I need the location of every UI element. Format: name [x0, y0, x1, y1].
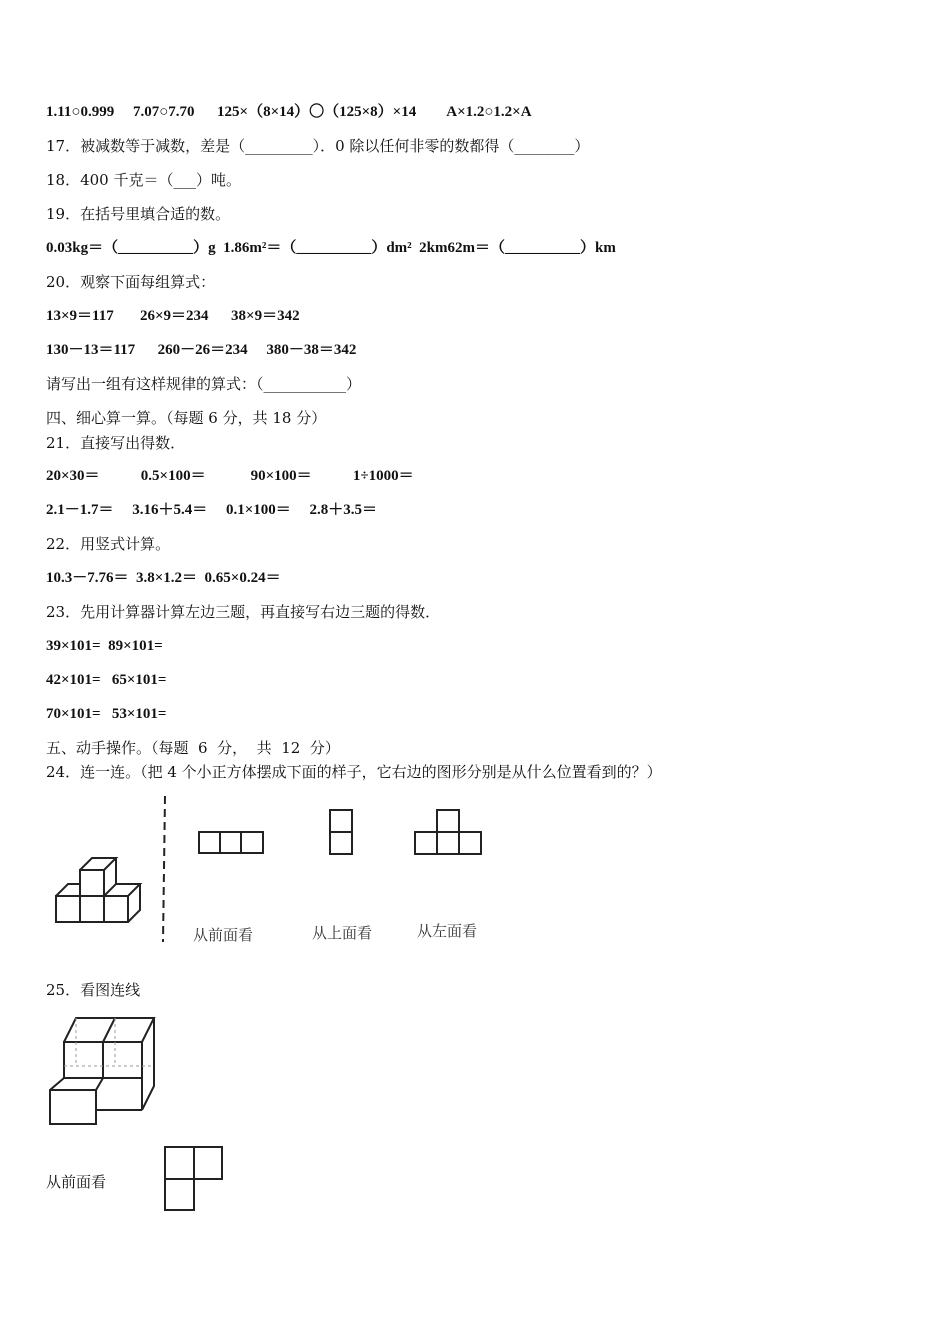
- section-4-heading: 四、细心算一算。（每题 6 分，共 18 分）: [46, 409, 327, 427]
- q25-text: 25．看图连线: [46, 981, 141, 999]
- q24-divider-dashed-line: [160, 796, 170, 942]
- q24-view-two-stacked: [328, 808, 356, 856]
- q19-conversions: 0.03kg＝（__________）g 1.86m²＝（__________）dm² 2km62m＝（__________）km: [46, 240, 616, 256]
- q25-front-view-shape: [162, 1144, 226, 1214]
- section-5-heading: 五、动手操作。（每题 6 分， 共 12 分）: [46, 739, 340, 757]
- q20-row2: 130－13＝117 260－26＝234 380－38＝342: [46, 342, 357, 358]
- q21-row2: 2.1－1.7＝ 3.16＋5.4＝ 0.1×100＝ 2.8＋3.5＝: [46, 502, 378, 518]
- caption-left-view: 从左面看: [417, 922, 478, 940]
- caption-top-view: 从上面看: [312, 924, 373, 942]
- q21-row1: 20×30＝ 0.5×100＝ 90×100＝ 1÷1000＝: [46, 468, 414, 484]
- q23-row2: 42×101= 65×101=: [46, 672, 167, 688]
- q16-comparisons: 1.11○0.999 7.07○7.70 125×（8×14）〇（125×8）×14 A×1.2○1.2×A: [46, 104, 532, 120]
- q19-text: 19．在括号里填合适的数。: [46, 205, 231, 223]
- q22-text: 22．用竖式计算。: [46, 535, 171, 553]
- q24-cube-figure: [50, 850, 160, 930]
- q18-text: 18．400 千克＝（___）吨。: [46, 171, 241, 189]
- q17-text: 17．被减数等于减数，差是（_________）．0 除以任何非零的数都得（________）: [46, 137, 590, 155]
- q23-row3: 70×101= 53×101=: [46, 706, 167, 722]
- q24-view-three-in-row: [198, 830, 268, 856]
- q20-row1: 13×9＝117 26×9＝234 38×9＝342: [46, 308, 300, 324]
- q25-solid-figure: [46, 1012, 158, 1130]
- q21-text: 21．直接写出得数．: [46, 434, 186, 452]
- q23-text: 23．先用计算器计算左边三题，再直接写右边三题的得数．: [46, 603, 441, 621]
- q25-front-view-label: 从前面看: [46, 1173, 107, 1191]
- q22-row: 10.3－7.76＝ 3.8×1.2＝ 0.65×0.24＝: [46, 570, 281, 586]
- q24-text: 24．连一连。（把 4 个小正方体摆成下面的样子，它右边的图形分别是从什么位置看到的？）: [46, 763, 662, 781]
- caption-front-view: 从前面看: [193, 926, 254, 944]
- q23-row1: 39×101= 89×101=: [46, 638, 163, 654]
- q20-prompt: 请写出一组有这样规律的算式：（___________）: [46, 375, 362, 393]
- q24-view-t-shape: [413, 808, 485, 856]
- q20-text: 20．观察下面每组算式：: [46, 273, 216, 291]
